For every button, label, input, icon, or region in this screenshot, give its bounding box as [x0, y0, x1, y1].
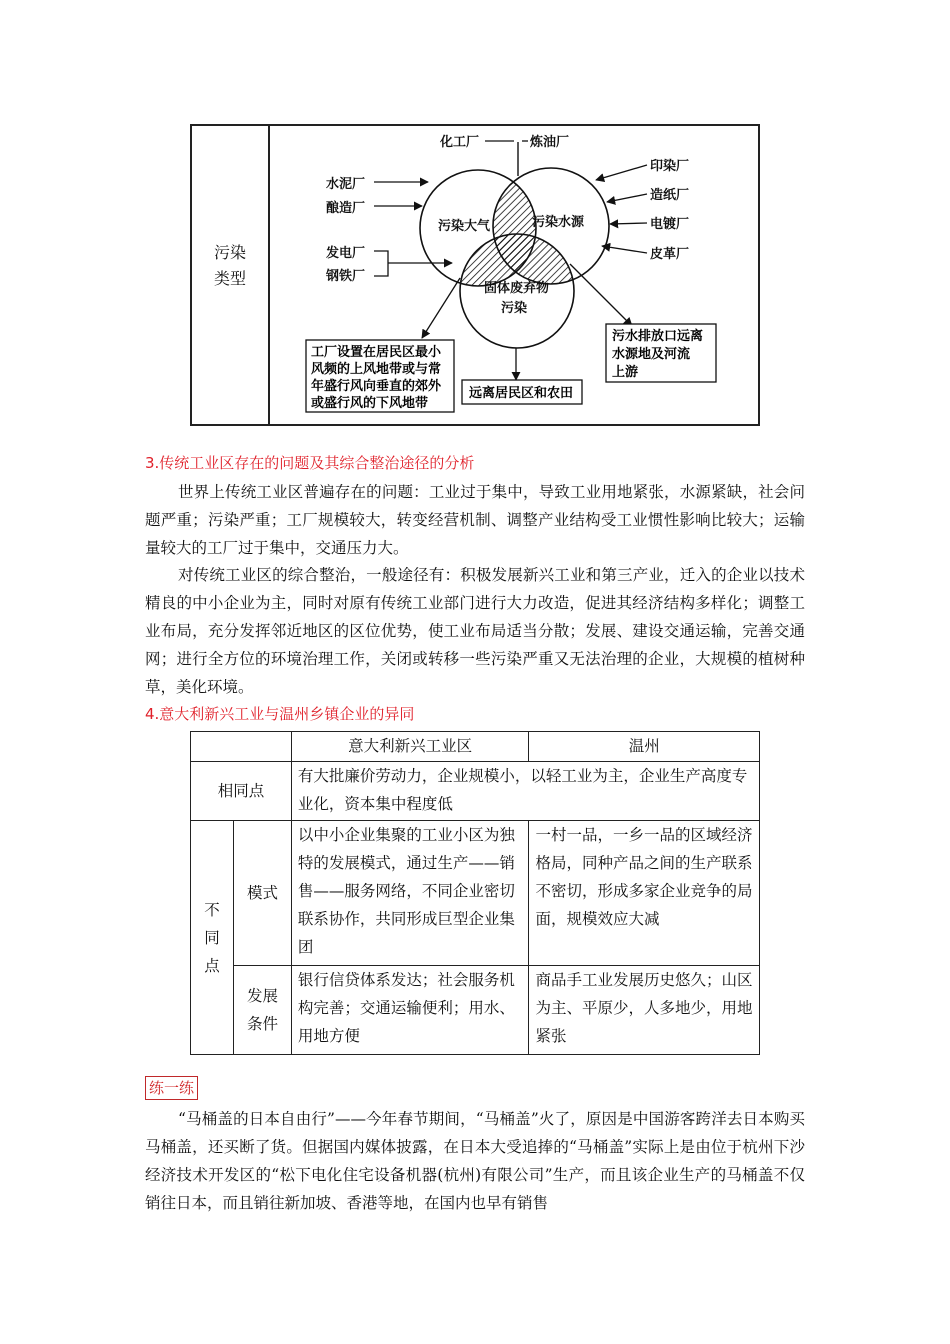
label-dyeing-plant: 印染厂 [650, 159, 690, 174]
box-water-line-2: 水源地及河流 [612, 347, 691, 362]
practice-tag: 练一练 [145, 1076, 198, 1100]
mode-label: 模式 [233, 821, 291, 965]
circle-label-water: 污染水源 [532, 215, 585, 230]
box-air-line-2: 风频的上风地带或与常 [311, 362, 442, 377]
section4-heading: 4.意大利新兴工业与温州乡镇企业的异同 [145, 705, 415, 723]
circle-label-solid-2: 污染 [501, 301, 528, 316]
pollution-type-table [190, 124, 760, 426]
section3-para1: 世界上传统工业区普遍存在的问题：工业过于集中，导致工业用地紧张，水源紧缺，社会问题严重；污染严重；工厂规模较大，转变经营机制、调整产业结构受工业惯性影响比较大；运输量较大的工厂过于集中，交通压力大。 [145, 483, 805, 557]
cond-label: 发展条件 [233, 965, 291, 1054]
label-power-plant: 发电厂 [326, 246, 366, 261]
row-label-pollution-type: 污染 类型 [213, 243, 246, 288]
section3-heading: 3.传统工业区存在的问题及其综合整治途径的分析 [145, 454, 475, 472]
label-paper-mill: 造纸厂 [650, 188, 690, 203]
practice-para: “马桶盖的日本自由行”——今年春节期间，“马桶盖”火了，原因是中国游客跨洋去日本购买马桶盖，还买断了货。但据国内媒体披露，在日本大受追捧的“马桶盖”实际上是由位于杭州下沙经济技术开发区的“松下电化住宅设备机器(杭州)有限公司”生产，而且该企业生产的马桶盖不仅销往日本，而且销往新加坡、香港等地，在国内也早有销售 [145, 1110, 805, 1212]
comparison-table [190, 731, 760, 1055]
label-cement-plant: 水泥厂 [326, 177, 366, 192]
label-brewery: 酿造厂 [326, 201, 366, 216]
mode-italy: 以中小企业集聚的工业小区为独特的发展模式，通过生产——销售——服务网络，不同企业密切联系协作，共同形成巨型企业集团 [291, 821, 529, 965]
header-italy: 意大利新兴工业区 [291, 732, 529, 762]
label-tannery: 皮革厂 [650, 247, 690, 262]
box-water-line-3: 上游 [612, 365, 639, 380]
box-solid-text: 远离居民区和农田 [469, 386, 574, 401]
cond-wenzhou: 商品手工业发展历史悠久；山区为主、平原少，人多地少，用地紧张 [529, 965, 760, 1054]
same-text: 有大批廉价劳动力，企业规模小，以轻工业为主，企业生产高度专业化，资本集中程度低 [291, 762, 759, 821]
same-label: 相同点 [191, 762, 292, 821]
label-chemical-plant: 化工厂 [440, 135, 480, 150]
cond-italy: 银行信贷体系发达；社会服务机构完善；交通运输便利；用水、用地方便 [291, 965, 529, 1054]
header-empty-cell [191, 732, 292, 762]
circle-label-air: 污染大气 [438, 219, 491, 234]
label-steel-plant: 钢铁厂 [326, 269, 366, 284]
box-water-line-1: 污水排放口远离 [612, 329, 704, 344]
box-air-line-3: 年盛行风向垂直的郊外 [311, 379, 442, 394]
header-wenzhou: 温州 [529, 732, 760, 762]
box-air-line-4: 或盛行风的下风地带 [311, 396, 429, 411]
circle-label-solid: 固体废弃物 [484, 281, 550, 296]
box-air-line-1: 工厂设置在居民区最小 [311, 345, 442, 360]
pollution-diagram [270, 126, 758, 424]
label-electroplating-plant: 电镀厂 [650, 217, 690, 232]
diff-label: 不同点 [191, 821, 234, 1055]
mode-wenzhou: 一村一品，一乡一品的区域经济格局，同种产品之间的生产联系不密切，形成多家企业竞争的局面，规模效应大减 [529, 821, 760, 965]
section3-para2: 对传统工业区的综合整治，一般途径有：积极发展新兴工业和第三产业，迁入的企业以技术精良的中小企业为主，同时对原有传统工业部门进行大力改造，促进其经济结构多样化；调整工业布局，充分发挥邻近地区的区位优势，使工业布局适当分散；发展、建设交通运输，完善交通网；进行全方位的环境治理工作，关闭或转移一些污染严重又无法治理的企业，大规模的植树种草，美化环境。 [145, 566, 805, 696]
label-refinery: 炼油厂 [530, 135, 570, 150]
